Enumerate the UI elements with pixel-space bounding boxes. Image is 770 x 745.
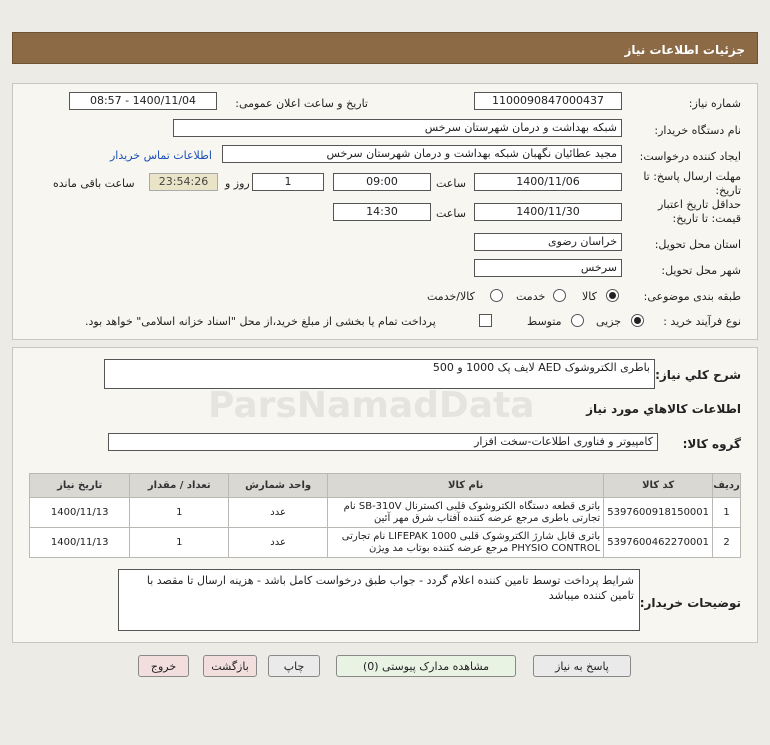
- category-option-goods-service: کالا/خدمت: [427, 290, 475, 303]
- buyer-org-field: شبکه بهداشت و درمان شهرستان سرخس: [173, 119, 622, 137]
- cell-row: 1: [713, 498, 741, 528]
- announce-label: تاریخ و ساعت اعلان عمومی:: [235, 97, 368, 110]
- cell-code: 5397600918150001: [604, 498, 713, 528]
- cell-unit: عدد: [229, 528, 328, 558]
- print-button[interactable]: چاپ: [268, 655, 320, 677]
- treasury-payment-checkbox[interactable]: [479, 314, 492, 327]
- treasury-payment-note: پرداخت تمام یا بخشی از مبلغ خرید،از محل "اسناد خزانه اسلامی" خواهد بود.: [85, 315, 436, 328]
- cell-name: باتری قطعه دستگاه الکتروشوک قلبی اکسترنال SB-310V نام تجارتی باطری مرجع عرضه کننده آفتاب شرق مهر آئین: [328, 498, 604, 528]
- page-header: [12, 32, 758, 64]
- days-label: روز و: [225, 177, 250, 190]
- page-title: جزئیات اطلاعات نیاز: [624, 43, 745, 57]
- category-radio-service[interactable]: [553, 289, 566, 302]
- contact-info-link[interactable]: اطلاعات تماس خریدار: [110, 149, 212, 162]
- col-date: تاریخ نیاز: [30, 474, 130, 498]
- need-number-label: شماره نیاز:: [688, 97, 741, 110]
- cell-date: 1400/11/13: [30, 528, 130, 558]
- col-code: کد کالا: [604, 474, 713, 498]
- table-row: [30, 498, 741, 528]
- deadline-time-label: ساعت: [436, 177, 466, 190]
- need-summary-field: باطری الکتروشوک AED لایف پک 1000 و 500: [104, 359, 655, 389]
- col-unit: واحد شمارش: [229, 474, 328, 498]
- validity-date-field: 1400/11/30: [474, 203, 622, 221]
- city-label: شهر محل تحویل:: [661, 264, 741, 277]
- goods-table-header: [30, 474, 741, 498]
- validity-label: حداقل تاریخ اعتبار قیمت: تا تاریخ:: [657, 198, 741, 225]
- cell-date: 1400/11/13: [30, 498, 130, 528]
- category-option-service: خدمت: [516, 290, 546, 303]
- category-option-goods: کالا: [582, 290, 597, 303]
- back-button[interactable]: بازگشت: [203, 655, 257, 677]
- cell-qty: 1: [130, 498, 229, 528]
- days-field: 1: [252, 173, 324, 191]
- province-field: خراسان رضوی: [474, 233, 622, 251]
- cell-name: باتری قابل شارژ الکتروشوک قلبی LIFEPAK 1000 نام تجارتی PHYSIO CONTROL مرجع عرضه کننده بوتاب مد ویژن: [328, 528, 604, 558]
- col-name: نام کالا: [328, 474, 604, 498]
- cell-unit: عدد: [229, 498, 328, 528]
- remaining-label: ساعت باقی مانده: [53, 177, 135, 190]
- cell-code: 5397600462270001: [604, 528, 713, 558]
- need-summary-label: شرح کلي نياز:: [655, 368, 741, 382]
- category-radio-goods-service[interactable]: [490, 289, 503, 302]
- deadline-time-field: 09:00: [333, 173, 431, 191]
- process-radio-medium[interactable]: [571, 314, 584, 327]
- buyer-notes-field: شرایط پرداخت توسط تامین کننده اعلام گردد - جواب طبق درخواست کامل باشد - هزینه ارسال تا مقصد با تامین کننده میباشد: [118, 569, 640, 631]
- table-row: [30, 528, 741, 558]
- col-qty: تعداد / مقدار: [130, 474, 229, 498]
- need-number-field: 1100090847000437: [474, 92, 622, 110]
- goods-table: [29, 473, 741, 558]
- category-label: طبقه بندی موضوعی:: [643, 290, 741, 303]
- goods-group-field: کامپیوتر و فناوری اطلاعات-سخت افزار: [108, 433, 658, 451]
- remaining-timer: 23:54:26: [149, 173, 218, 191]
- category-radio-goods[interactable]: [606, 289, 619, 302]
- col-row: ردیف: [713, 474, 741, 498]
- validity-time-field: 14:30: [333, 203, 431, 221]
- attachments-button[interactable]: مشاهده مدارک پیوستی (0): [336, 655, 516, 677]
- process-radio-minor[interactable]: [631, 314, 644, 327]
- cell-row: 2: [713, 528, 741, 558]
- buyer-org-label: نام دستگاه خریدار:: [654, 124, 741, 137]
- goods-info-title: اطلاعات کالاهاي مورد نياز: [586, 402, 741, 416]
- creator-label: ایجاد کننده درخواست:: [639, 150, 741, 163]
- deadline-date-field: 1400/11/06: [474, 173, 622, 191]
- goods-group-label: گروه کالا:: [682, 437, 741, 451]
- validity-time-label: ساعت: [436, 207, 466, 220]
- exit-button[interactable]: خروج: [138, 655, 189, 677]
- deadline-label: مهلت ارسال پاسخ: تا تاریخ:: [643, 170, 741, 197]
- process-option-minor: جزیی: [596, 315, 622, 328]
- process-option-medium: متوسط: [527, 315, 562, 328]
- creator-field: مجید عطائیان نگهبان شبکه بهداشت و درمان شهرستان سرخس: [222, 145, 622, 163]
- city-field: سرخس: [474, 259, 622, 277]
- province-label: استان محل تحویل:: [654, 238, 741, 251]
- reply-button[interactable]: پاسخ به نیاز: [533, 655, 631, 677]
- announce-field: 1400/11/04 - 08:57: [69, 92, 217, 110]
- buyer-notes-label: توضیحات خریدار:: [639, 596, 741, 610]
- cell-qty: 1: [130, 528, 229, 558]
- process-label: نوع فرآیند خرید :: [663, 315, 741, 328]
